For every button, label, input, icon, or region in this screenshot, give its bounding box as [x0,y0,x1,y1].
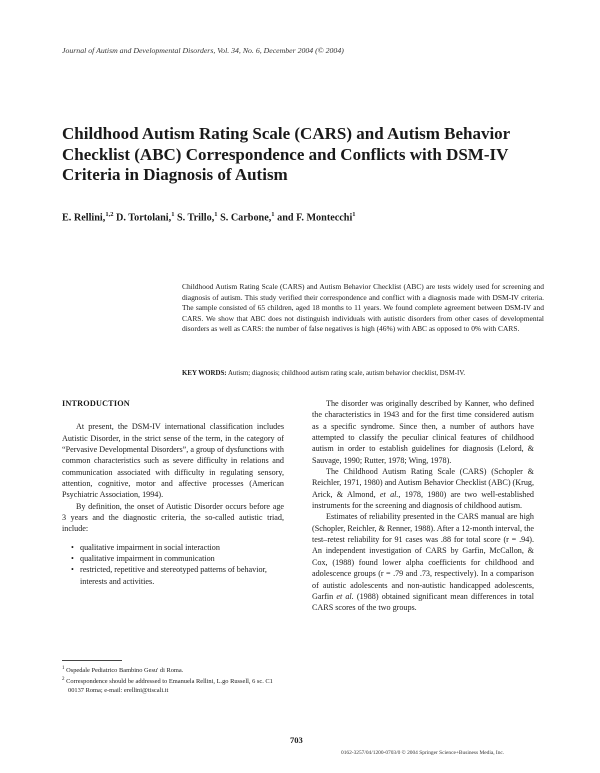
text-run: , 1978, 1980) are two well-established instruments for the screening and diagnosis of childhood autism. [312,489,534,511]
footnote [62,675,286,695]
author-name: S. Trillo, [174,212,215,224]
author-affiliation-mark: 1 [352,211,356,218]
footnotes [62,664,286,695]
journal-header: Journal of Autism and Developmental Disorders, Vol. 34, No. 6, December 2004 (© 2004) [62,46,344,55]
author-affiliation-mark: 1 [271,211,275,218]
author-name: S. Carbone, [217,212,272,224]
right-paragraph-2 [312,466,534,511]
author-affiliation-mark: 1 [214,211,218,218]
right-column [312,398,534,614]
page-number: 703 [290,735,303,745]
keywords-label: KEY WORDS: [182,370,227,377]
text-run: (1988) obtained significant mean differences in total CARS scores of the two groups. [312,591,534,613]
footnote-text: Ospedale Pediatrico Bambino Gesu' di Roma. [64,667,184,675]
intro-paragraph-1: At present, the DSM-IV international classification includes Autistic Disorder, in the strict sense of the term, in the category of “Pervasive Developmental Disorders”, a group of dysfunctions with common characteristics such as severe difficulty in relations and communication associated with difficulty in regulating sensory, attention, cognitive, motor and affective processes (American Psychiatric Association, 1994). [62,422,284,500]
text-run: Estimates of reliability presented in the CARS manual are high (Schopler, Reichler, & Renner, 1988). After a 12-month interval, the test–retest reliability for 91 cases was .88 for total score (r = .94). An independent investigation of CARS by Garfin, McCallon, & Cox, (1988) found lower alpha coefficients for childhood and adolescence groups (r = .79 and .73, respectively). In a comparison of autistic adolescents and non-autistic handicapped adolescents, Garfin [312,512,534,601]
author-list [62,211,562,223]
keywords-text: Autism; diagnosis; childhood autism rating scale, autism behavior checklist, DSM-IV. [226,370,466,377]
right-paragraph-1: The disorder was originally described by Kanner, who defined the characteristics in 1943 and for the first time considered autism as a specific syndrome. Since then, a number of authors have attempted to classify the peculiar clinical features of childhood autism in order to establish guidelines for diagnosis (Lelord, & Sauvage, 1990; Rutter, 1978; Wing, 1978). [312,399,534,465]
list-item: • qualitative impairment in social interaction [71,542,284,553]
list-item: • restricted, repetitive and stereotyped patterns of behavior, interests and activities. [71,564,284,587]
article-title: Childhood Autism Rating Scale (CARS) and Autism Behavior Checklist (ABC) Correspondence and Conflicts with DSM-IV Criteria in Diagnosis of Autism [62,124,510,184]
text-run: The Childhood Autism Rating Scale (CARS) (Schopler & Reichler, 1971, 1980) and Autism Behavior Checklist (ABC) (Krug, Arick, & Almond, [312,467,534,499]
footnote [62,664,286,675]
intro-paragraph-2: By definition, the onset of Autistic Disorder occurs before age 3 years and the diagnostic criteria, the so-called autistic triad, include: [62,501,284,534]
autistic-triad-list [62,542,284,587]
text-run-italic: et al. [379,489,399,499]
left-column [62,398,284,587]
footnote-divider [62,660,122,661]
copyright-line: 0162-3257/04/1200-0703/0 © 2004 Springer Science+Business Media, Inc. [341,750,505,756]
author-name: and F. Montecchi [274,212,353,224]
section-heading-introduction: INTRODUCTION [62,399,130,408]
author-name: E. Rellini, [62,212,106,224]
abstract: Childhood Autism Rating Scale (CARS) and Autism Behavior Checklist (ABC) are tests widely used for screening and diagnosis of autism. This study verified their correspondence and conflict with a diagnosis made with DSM-IV criteria. The sample consisted of 65 children, aged 18 months to 11 years. We found complete agreement between DSM-IV and CARS. We show that ABC does not distinguish individuals with autistic disorders from other cases of developmental disorders as well as CARS: the number of false negatives is high (46%) with ABC as opposed to 0% with CARS. [182,282,544,334]
author-name: D. Tortolani, [113,212,172,224]
footnote-mark: 2 [62,677,65,683]
author-affiliation-mark: 1 [171,211,175,218]
text-run-italic: et al. [336,591,354,601]
list-item: • qualitative impairment in communication [71,553,284,564]
keywords [182,369,600,379]
author-affiliation-mark: 1,2 [105,211,114,218]
footnote-mark: 1 [62,666,65,671]
right-paragraph-3 [312,511,534,613]
footnote-text: Correspondence should be addressed to Emanuela Rellini, L.go Russell, 6 sc. C1 00137 Roma; e-mail: erellini@tiscali.it [64,678,273,695]
